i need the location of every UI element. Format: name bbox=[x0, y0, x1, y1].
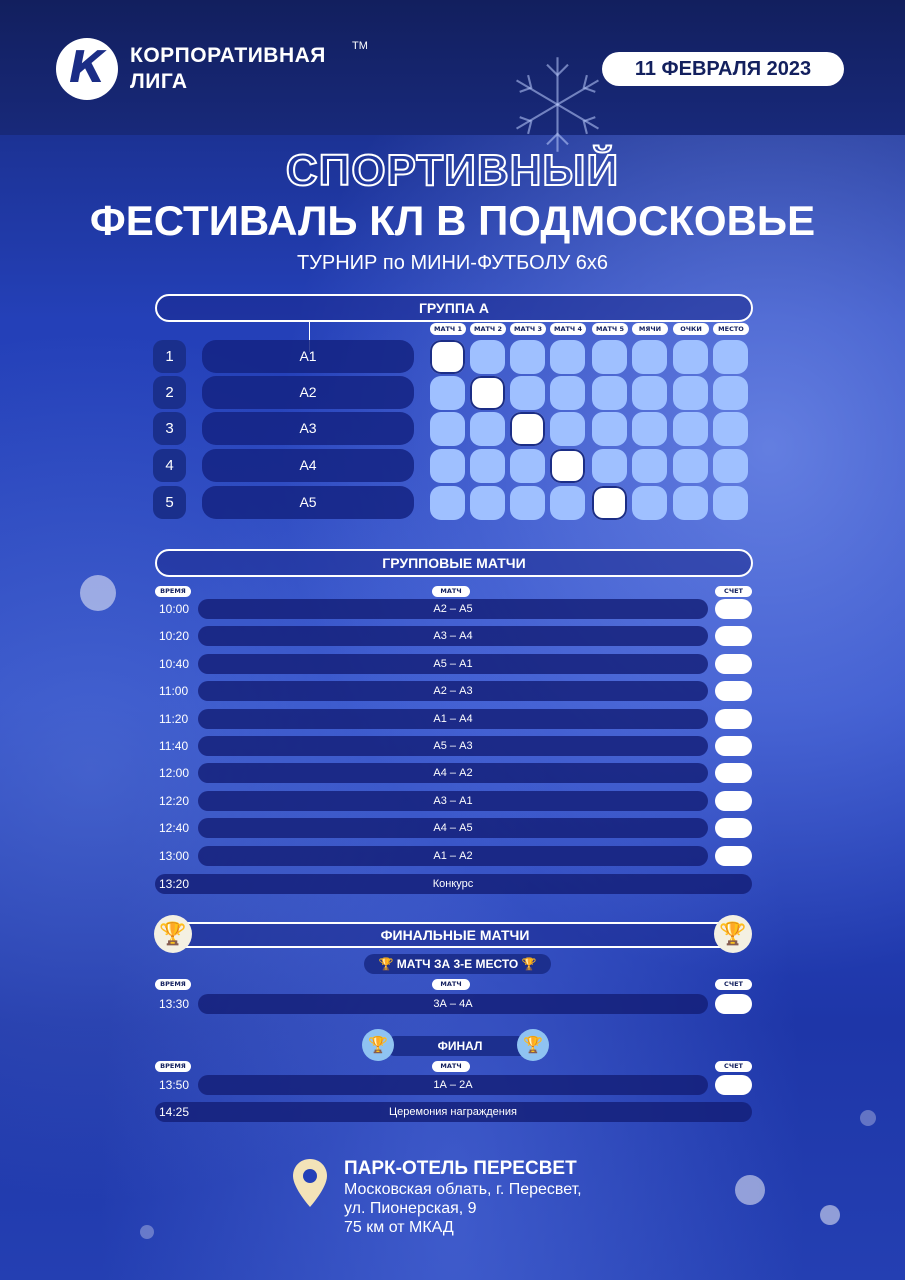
bokeh-light bbox=[820, 1205, 840, 1225]
address-line2: ул. Пионерская, 9 bbox=[344, 1200, 477, 1217]
match-teams: А1 – А4 bbox=[198, 709, 708, 729]
column-header: МАТЧ 5 bbox=[592, 323, 628, 335]
table-cell[interactable] bbox=[470, 412, 505, 446]
table-cell-blocked bbox=[550, 449, 585, 483]
team-number: 5 bbox=[153, 486, 186, 519]
score-box[interactable] bbox=[715, 626, 752, 646]
column-header: ОЧКИ bbox=[673, 323, 709, 335]
match-teams: А5 – А1 bbox=[198, 654, 708, 674]
match-time: 11:40 bbox=[159, 739, 189, 753]
match-time: 10:20 bbox=[159, 629, 190, 644]
table-cell-blocked bbox=[592, 486, 627, 520]
match-teams: А5 – А3 bbox=[198, 736, 708, 756]
group-a-banner: ГРУППА А bbox=[155, 294, 753, 322]
team-name: А3 bbox=[202, 412, 414, 445]
event-date: 11 ФЕВРАЛЯ 2023 bbox=[602, 52, 844, 86]
third-place-title-pill bbox=[364, 954, 551, 974]
table-cell[interactable] bbox=[550, 486, 585, 520]
match-time: 11:00 bbox=[159, 684, 189, 699]
third-place-match: 3А – 4А bbox=[198, 994, 708, 1014]
ceremony-label: Церемония награждения bbox=[389, 1106, 517, 1118]
table-cell[interactable] bbox=[632, 376, 667, 410]
score-box[interactable] bbox=[715, 846, 752, 866]
table-cell[interactable] bbox=[592, 376, 627, 410]
logo-line2: ЛИГА bbox=[130, 70, 188, 93]
match-time: 12:40 bbox=[159, 821, 190, 836]
table-cell-blocked bbox=[510, 412, 545, 446]
third-place-time: 13:30 bbox=[159, 997, 190, 1011]
subtitle-tournament: ТУРНИР по МИНИ-ФУТБОЛУ 6х6 bbox=[296, 252, 609, 274]
match-time: 10:00 bbox=[159, 602, 190, 616]
table-cell[interactable] bbox=[713, 340, 748, 374]
table-cell[interactable] bbox=[632, 449, 667, 483]
address-line3: 75 км от МКАД bbox=[344, 1219, 454, 1236]
table-cell[interactable] bbox=[673, 376, 708, 410]
table-cell[interactable] bbox=[592, 340, 627, 374]
bokeh-light bbox=[140, 1225, 154, 1239]
match-time: 10:40 bbox=[159, 656, 190, 671]
table-cell[interactable] bbox=[673, 412, 708, 446]
match-teams: А4 – А2 bbox=[198, 763, 708, 783]
final-time: 13:50 bbox=[159, 1078, 190, 1092]
col-score-label: СЧЕТ bbox=[715, 586, 752, 597]
score-box[interactable] bbox=[715, 599, 752, 619]
table-cell[interactable] bbox=[713, 376, 748, 410]
col-match-label: МАТЧ bbox=[432, 586, 470, 597]
column-header: МАТЧ 4 bbox=[550, 323, 586, 335]
logo-icon: К bbox=[56, 38, 118, 100]
match-time: 13:00 bbox=[159, 848, 190, 863]
match-teams: А2 – А3 bbox=[198, 681, 708, 701]
final-title: ФИНАЛ bbox=[385, 1036, 535, 1056]
match-teams: А3 – А1 bbox=[198, 791, 708, 811]
third-place-title: МАТЧ ЗА 3-Е МЕСТО bbox=[396, 957, 519, 971]
table-cell[interactable] bbox=[430, 376, 465, 410]
table-cell[interactable] bbox=[470, 449, 505, 483]
score-box[interactable] bbox=[715, 791, 752, 811]
team-number: 2 bbox=[153, 376, 186, 409]
bokeh-light bbox=[735, 1175, 765, 1205]
table-cell[interactable] bbox=[592, 412, 627, 446]
logo-text bbox=[130, 43, 326, 95]
table-cell[interactable] bbox=[510, 449, 545, 483]
col-match-label: МАТЧ bbox=[432, 1061, 470, 1072]
team-name: А1 bbox=[202, 340, 414, 373]
table-cell[interactable] bbox=[632, 340, 667, 374]
bokeh-light bbox=[860, 1110, 876, 1126]
contest-time: 13:20 bbox=[159, 877, 190, 891]
match-teams: А4 – А5 bbox=[198, 818, 708, 838]
team-number: 3 bbox=[153, 412, 186, 445]
match-time: 12:00 bbox=[159, 766, 190, 781]
trophy-small-icon: 🏆 bbox=[521, 957, 537, 971]
trademark: TM bbox=[352, 40, 368, 52]
match-teams: А3 – А4 bbox=[198, 626, 708, 646]
column-header: МАТЧ 2 bbox=[470, 323, 506, 335]
table-cell[interactable] bbox=[713, 486, 748, 520]
score-box[interactable] bbox=[715, 763, 752, 783]
table-cell[interactable] bbox=[632, 412, 667, 446]
match-teams: А1 – А2 bbox=[198, 846, 708, 866]
table-cell[interactable] bbox=[470, 486, 505, 520]
final-match: 1А – 2А bbox=[198, 1075, 708, 1095]
column-header: МЯЧИ bbox=[632, 323, 668, 335]
team-name: А4 bbox=[202, 449, 414, 482]
score-box[interactable] bbox=[715, 994, 752, 1014]
table-cell[interactable] bbox=[713, 412, 748, 446]
table-cell[interactable] bbox=[430, 486, 465, 520]
table-cell[interactable] bbox=[510, 486, 545, 520]
table-cell[interactable] bbox=[550, 376, 585, 410]
col-score-label: СЧЕТ bbox=[715, 1061, 752, 1072]
table-cell[interactable] bbox=[510, 376, 545, 410]
table-cell[interactable] bbox=[430, 412, 465, 446]
table-cell[interactable] bbox=[470, 340, 505, 374]
bokeh-light bbox=[80, 575, 116, 611]
title-sport: СПОРТИВНЫЙ bbox=[285, 146, 620, 195]
table-cell[interactable] bbox=[673, 449, 708, 483]
trophy-icon: 🏆 bbox=[714, 915, 752, 953]
column-header: МЕСТО bbox=[713, 323, 749, 335]
team-name: А5 bbox=[202, 486, 414, 519]
address-line1: Московская облать, г. Пересвет, bbox=[344, 1181, 582, 1198]
snowflake-icon bbox=[505, 52, 610, 157]
table-cell[interactable] bbox=[430, 449, 465, 483]
col-time-label: ВРЕМЯ bbox=[155, 979, 191, 990]
team-number: 4 bbox=[153, 449, 186, 482]
venue-name: ПАРК-ОТЕЛЬ ПЕРЕСВЕТ bbox=[344, 1158, 577, 1179]
trophy-small-icon: 🏆 bbox=[378, 957, 394, 971]
group-matches-banner: ГРУППОВЫЕ МАТЧИ bbox=[155, 549, 753, 577]
cup-icon: 🏆 bbox=[362, 1029, 394, 1061]
table-cell-blocked bbox=[430, 340, 465, 374]
score-box[interactable] bbox=[715, 709, 752, 729]
table-cell[interactable] bbox=[673, 340, 708, 374]
location-pin-icon bbox=[291, 1158, 329, 1208]
cup-icon: 🏆 bbox=[517, 1029, 549, 1061]
table-cell[interactable] bbox=[673, 486, 708, 520]
table-cell[interactable] bbox=[550, 412, 585, 446]
col-match-label: МАТЧ bbox=[432, 979, 470, 990]
table-cell-blocked bbox=[470, 376, 505, 410]
match-teams: А2 – А5 bbox=[198, 599, 708, 619]
col-time-label: ВРЕМЯ bbox=[155, 586, 191, 597]
score-box[interactable] bbox=[715, 736, 752, 756]
table-cell[interactable] bbox=[510, 340, 545, 374]
col-time-label: ВРЕМЯ bbox=[155, 1061, 191, 1072]
team-number: 1 bbox=[153, 340, 186, 373]
match-time: 11:20 bbox=[159, 711, 189, 726]
col-score-label: СЧЕТ bbox=[715, 979, 752, 990]
score-box[interactable] bbox=[715, 654, 752, 674]
finals-banner: ФИНАЛЬНЫЕ МАТЧИ bbox=[172, 922, 738, 948]
table-cell[interactable] bbox=[550, 340, 585, 374]
title-festival: ФЕСТИВАЛЬ КЛ В ПОДМОСКОВЬЕ bbox=[89, 197, 816, 244]
column-header: МАТЧ 1 bbox=[430, 323, 466, 335]
logo-line1: КОРПОРАТИВНАЯ bbox=[130, 44, 326, 67]
table-cell[interactable] bbox=[713, 449, 748, 483]
score-box[interactable] bbox=[715, 818, 752, 838]
ceremony-time: 14:25 bbox=[159, 1105, 190, 1119]
match-time: 12:20 bbox=[159, 793, 190, 808]
table-cell[interactable] bbox=[632, 486, 667, 520]
trophy-icon: 🏆 bbox=[154, 915, 192, 953]
column-header: МАТЧ 3 bbox=[510, 323, 546, 335]
team-name: А2 bbox=[202, 376, 414, 409]
contest-label: Конкурс bbox=[432, 878, 474, 890]
score-box[interactable] bbox=[715, 681, 752, 701]
score-box[interactable] bbox=[715, 1075, 752, 1095]
table-cell[interactable] bbox=[592, 449, 627, 483]
